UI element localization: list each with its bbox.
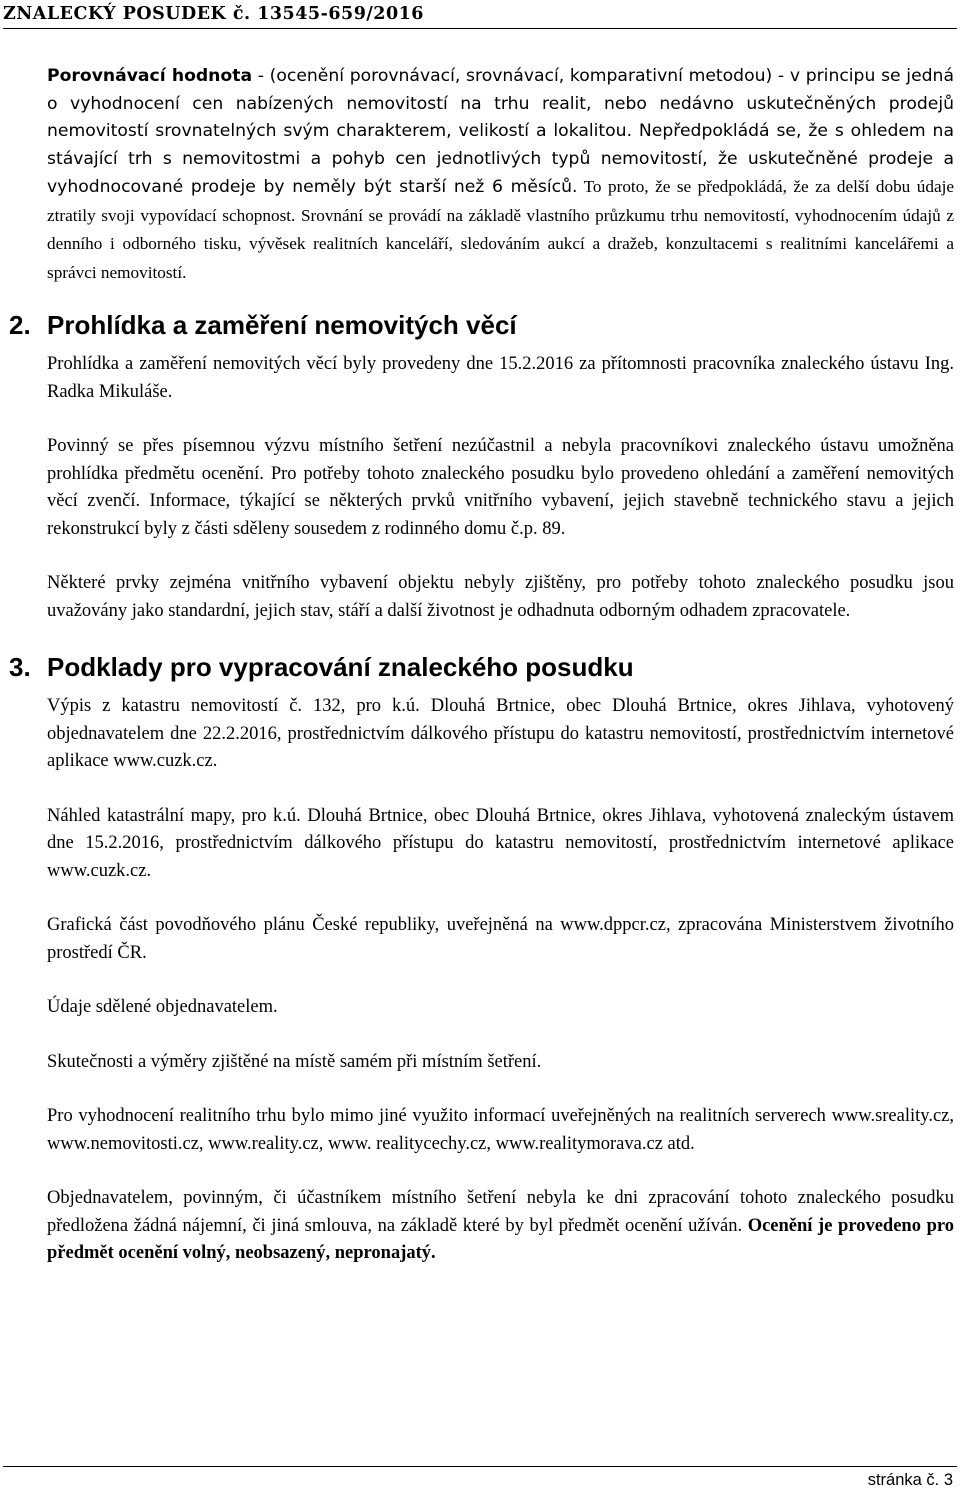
section-3-number: 3. (9, 652, 31, 682)
section-3-paragraph: Náhled katastrální mapy, pro k.ú. Dlouhá Brtnice, obec Dlouhá Brtnice, okres Jihlava, vyhotovená znaleckým ústavem dne 15.2.2016, prostřednictvím dálkového přístupu do katastru nemovitostí, prostřednictvím internetové aplikace www.cuzk.cz. (47, 805, 954, 881)
section-3-heading (9, 651, 954, 683)
document-header (3, 2, 957, 29)
section-3-paragraph: Pro vyhodnocení realitního trhu bylo mimo jiné využito informací uveřejněných na realitních serverech www.sreality.cz, www.nemovitosti.cz, www.reality.cz, www. realitycechy.cz, www.realitymorava.cz atd. (47, 1106, 954, 1154)
section-3-paragraph: Skutečnosti a výměry zjištěné na místě samém při místním šetření. (47, 1051, 542, 1072)
page-number: stránka č. 3 (867, 1471, 953, 1489)
section-3-paragraph: Údaje sdělené objednavatelem. (47, 997, 278, 1017)
comparative-value-paragraph (47, 63, 954, 287)
section-3-final-text: Objednavatelem, povinným, či účastníkem místního šetření nebyla ke dni zpracování tohoto znaleckého posudku předložena žádná nájemní, či jiná smlouva, na základě které by byl předmět ocenění užíván. (47, 1188, 954, 1236)
section-3-final-paragraph (47, 1185, 954, 1268)
section-2-paragraph: Povinný se přes písemnou výzvu místního šetření nezúčastnil a nebyla pracovníkovi znaleckého ústavu umožněna prohlídka předmětu ocenění. Pro potřeby tohoto znaleckého posudku bylo provedeno ohledání a zaměření nemovitých věcí zvenčí. Informace, týkající se některých prvků vnitřního vybavení, jejich stavebně technického stavu a jejich rekonstrukcí byly z části sděleny sousedem z rodinného domu č.p. 89. (47, 436, 954, 539)
section-2-heading (9, 309, 954, 341)
page-content (9, 63, 954, 1268)
section-2-title: Prohlídka a zaměření nemovitých věcí (47, 310, 517, 340)
section-3-title: Podklady pro vypracování znaleckého posudku (47, 652, 634, 682)
section-2-number: 2. (9, 310, 31, 340)
page-footer (3, 1466, 957, 1490)
section-2-paragraph: Prohlídka a zaměření nemovitých věcí byly provedeny dne 15.2.2016 za přítomnosti pracovníka znaleckého ústavu Ing. Radka Mikuláše. (47, 354, 954, 402)
section-2-paragraph: Některé prvky zejména vnitřního vybavení objektu nebyly zjištěny, pro potřeby tohoto znaleckého posudku jsou uvažovány jako standardní, jejich stav, stáří a další životnost je odhadnuta odborným odhadem zpracovatele. (47, 573, 954, 621)
section-3-paragraph: Výpis z katastru nemovitostí č. 132, pro k.ú. Dlouhá Brtnice, obec Dlouhá Brtnice, okres Jihlava, vyhotovený objednavatelem dne 22.2.2016, prostřednictvím dálkového přístupu do katastru nemovitostí, prostřednictvím internetové aplikace www.cuzk.cz. (47, 696, 954, 771)
section-3-paragraph: Grafická část povodňového plánu České republiky, uveřejněná na www.dppcr.cz, zpracována Ministerstvem životního prostředí ČR. (47, 915, 954, 963)
comparative-value-text-1: - (ocenění porovnávací, srovnávací, komparativní metodou) - v principu se jedná o vyhodnocení cen nabízených nemovitostí na trhu realit, nebo nedávno uskutečněných prodejů nemovitostí srovnatelných svým charakterem, velikostí a lokalitou. Nepředpokládá se, že s ohledem na stávající trh s nemovitostmi a pohyb cen jednotlivých typů nemovitostí, že uskutečněné prodeje a vyhodnocované prodeje by neměly být starší než 6 měsíců. (47, 66, 954, 197)
section-3-final-bold-text: Ocenění je provedeno pro předmět ocenění volný, neobsazený, nepronajatý. (47, 1215, 954, 1263)
comparative-value-term: Porovnávací hodnota (47, 66, 253, 86)
comparative-value-text-2: To proto, že se předpokládá, že za delší dobu údaje ztratily svoji vypovídací schopnost. Srovnání se provádí na základě vlastního průzkumu trhu nemovitostí, vyhodnocením údajů z denního i odborného tisku, vývěsek realitních kanceláří, sledováním aukcí a dražeb, konzultacemi s realitními kancelářemi a správci nemovitostí. (47, 177, 954, 282)
document-title: ZNALECKÝ POSUDEK č. 13545-659/2016 (3, 4, 424, 24)
